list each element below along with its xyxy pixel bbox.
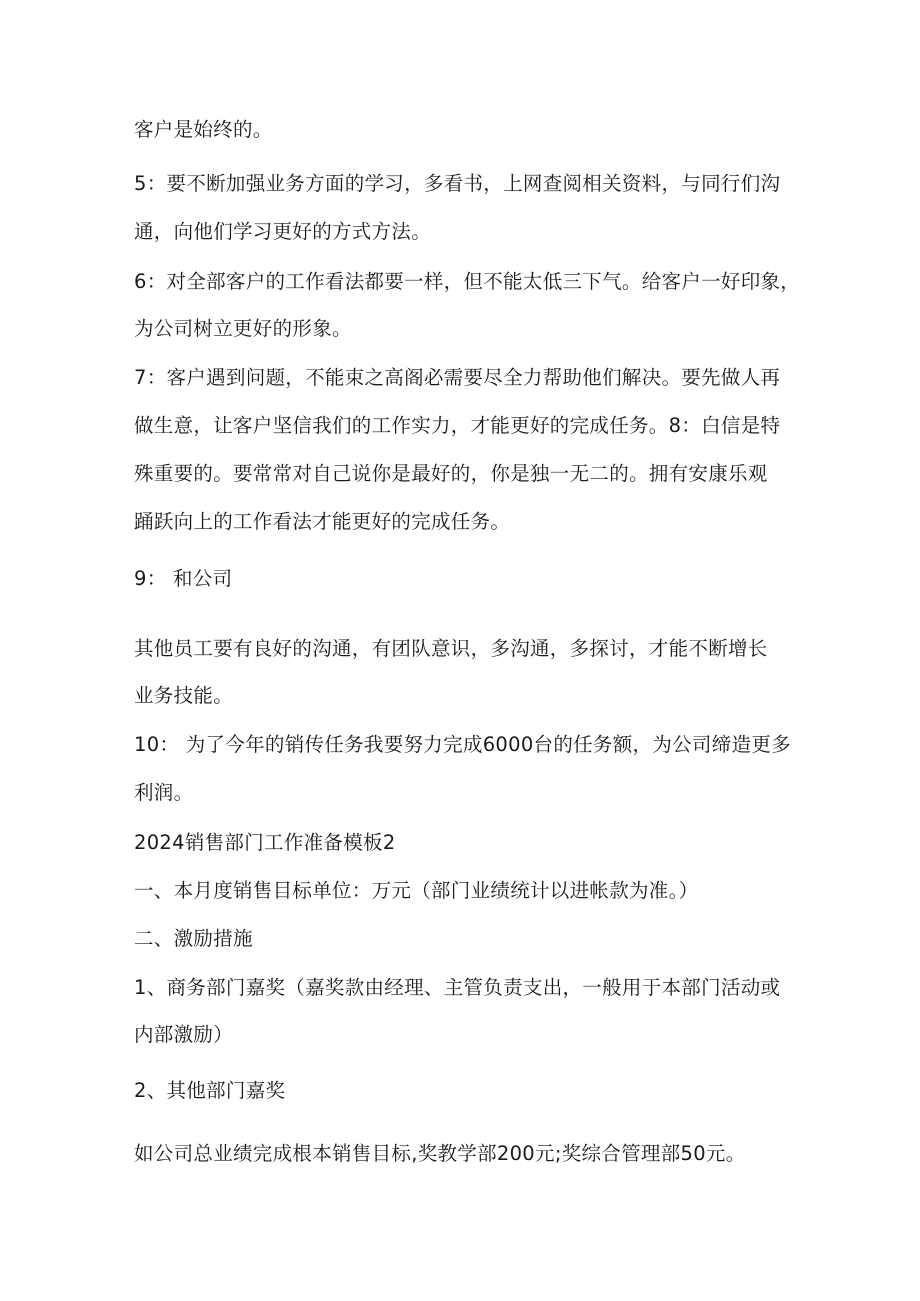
text-line: 通，向他们学习更好的方式方法。: [134, 220, 432, 243]
text-line: 二、激励措施: [134, 927, 253, 950]
text-line: 利润。: [134, 781, 194, 804]
text-line: 做生意，让客户坚信我们的工作实力，才能更好的完成任务。8：白信是特: [134, 414, 781, 437]
text-line: 业务技能。: [134, 684, 234, 707]
text-line: 1、商务部门嘉奖（嘉奖款由经理、主管负责支出，一般用于本部门活动或: [134, 976, 781, 999]
text-line: 2、其他部门嘉奖: [134, 1079, 286, 1102]
text-line: 为公司树立更好的形象。: [134, 317, 352, 340]
text-line: 6：对全部客户的工作看法都要一样，但不能太低三下气。给客户一好印象，: [134, 270, 801, 293]
text-line: 10： 为了今年的销传任务我要努力完成6000台的任务额，为公司缔造更多: [134, 733, 791, 756]
text-line: 内部激励）: [134, 1023, 234, 1046]
text-line: 5：要不断加强业务方面的学习，多看书，上网查阅相关资料，与同行们沟: [134, 172, 781, 195]
text-line: 客户是始终的。: [134, 118, 273, 141]
text-line: 7：客户遇到问题，不能束之高阁必需要尽全力帮助他们解决。要先做人再: [134, 366, 781, 389]
text-line: 殊重要的。要常常对自己说你是最好的，你是独一无二的。拥有安康乐观: [134, 462, 768, 485]
section-heading: 2024销售部门工作准备模板2: [134, 831, 396, 854]
text-line: 一、本月度销售目标单位：万元（部门业绩统计以进帐款为准。）: [134, 879, 699, 902]
text-line: 9： 和公司: [134, 567, 233, 590]
text-line: 踊跃向上的工作看法才能更好的完成任务。: [134, 510, 511, 533]
text-line: 其他员工要有良好的沟通，有团队意识，多沟通，多探讨，才能不断增长: [134, 637, 768, 660]
text-line: 如公司总业绩完成根本销售目标,奖教学部200元;奖综合管理部50元。: [134, 1142, 746, 1165]
